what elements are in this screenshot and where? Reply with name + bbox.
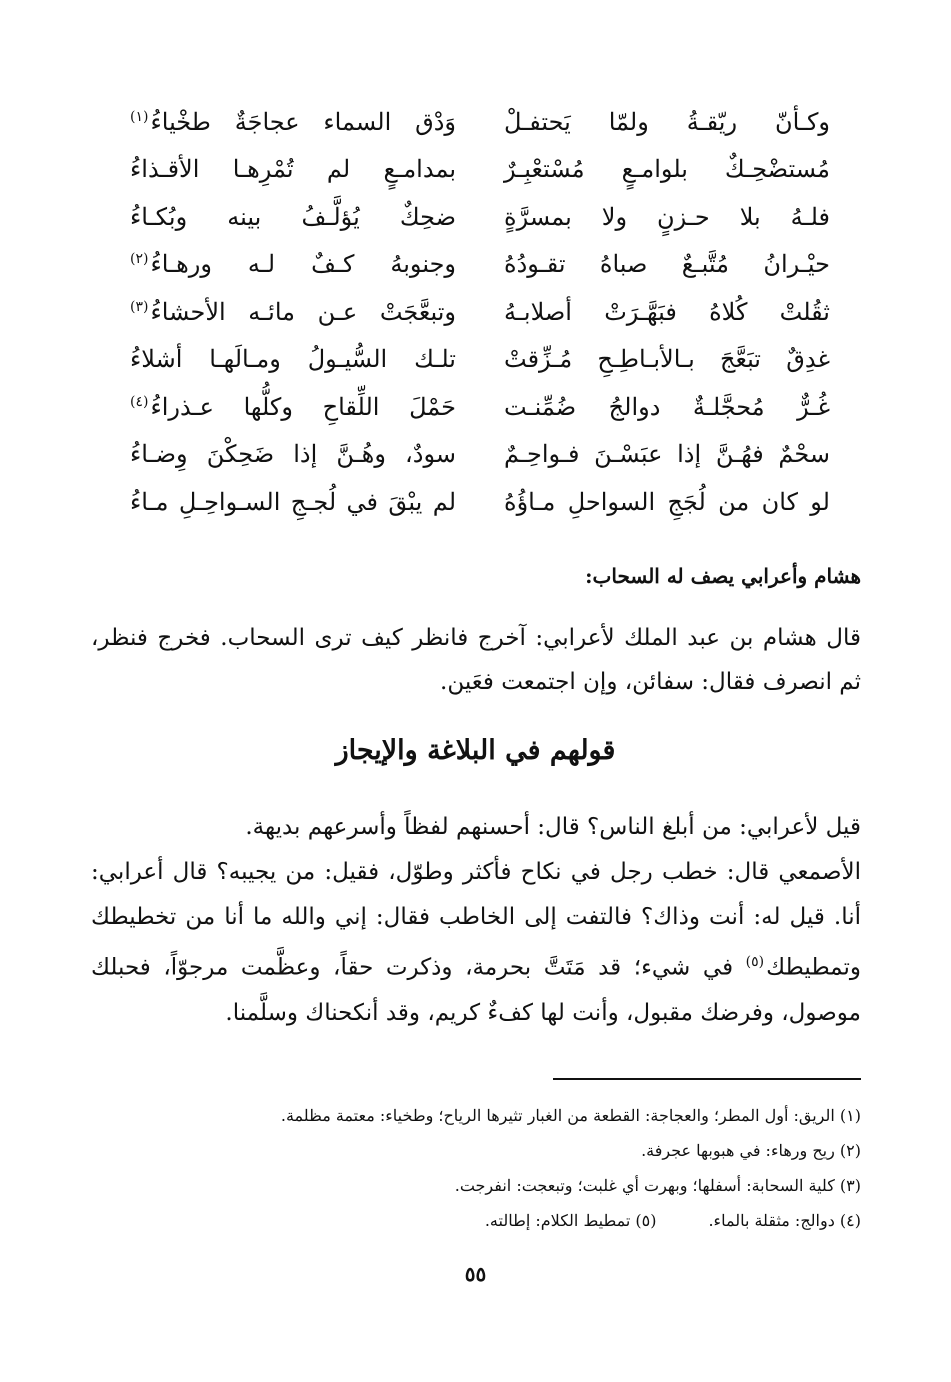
footnote-marker: (٣) [130, 298, 149, 315]
verse-line [130, 336, 830, 384]
footnotes [91, 1098, 861, 1238]
verse-line [130, 288, 830, 336]
page-number: ٥٥ [464, 1262, 487, 1286]
verse-text: ضحِكٌ يُؤلَّـفُ بينه وبُكـاءُ [130, 202, 456, 231]
paragraph [91, 850, 861, 1036]
poem-verses [130, 98, 830, 526]
verse-second-hemistich [130, 488, 456, 516]
paragraph: قيل لأعرابي: من أبلغ الناس؟ قال: أحسنهم لفظاً وأسرعهم بديهة. [245, 814, 861, 840]
verse-second-hemistich [130, 203, 456, 231]
verse-second-hemistich [130, 250, 456, 278]
verse-line [130, 431, 830, 479]
footnote-marker: (١) [130, 108, 149, 125]
verse-line [130, 146, 830, 194]
verse-second-hemistich [130, 393, 456, 421]
verse-text: وَدْق السماء عجاجَةٌ طخْياءُ [150, 107, 456, 136]
footnote: (٥) تمطيط الكلام: إطالته. [484, 1211, 657, 1230]
verse-second-hemistich [130, 108, 456, 136]
verse-text: تلـك السُّيـولُ ومـالَهـا أشلاءُ [130, 345, 456, 374]
verse-first-hemistich: فلـهُ بلا حـزنٍ ولا بمسرَّةٍ [504, 202, 830, 231]
footnote: (٣) كلية السحابة: أسفلها؛ وبهرت أي غلبت؛ وتبعجت: انفرجت. [454, 1176, 861, 1195]
verse-text: وجنوبهُ كـفٌ لـه ورهـاءُ [150, 250, 456, 279]
verse-text: لم يبْقَ في لُجـجِ السـواحِـلِ مـاءُ [130, 487, 456, 516]
verse-line [130, 193, 830, 241]
section-paragraph: قال هشام بن عبد الملك لأعرابي: آخرج فانظر كيف ترى السحاب. فخرج فنظر، ثم انصرف فقال: سفائن، وإن اجتمعت فعَين. [91, 625, 861, 695]
footnote-marker: (٥) [745, 954, 765, 970]
verse-first-hemistich: وكـأنّ ريّقـةُ ولمّا يَحتفـلْ [504, 107, 830, 136]
footnote: (١) الريق: أول المطر؛ والعجاجة: القطعة من الغبار تثيرها الرياح؛ وطخياء: معتمة مظلمة. [280, 1106, 861, 1125]
footnote-marker: (٤) [130, 393, 149, 410]
chapter-body [91, 805, 861, 1036]
verse-text: سودٌ، وهُـنَّ إذا ضَحِكْنَ وِضـاءُ [130, 440, 456, 469]
verse-first-hemistich: لو كان من لُجَجِ السواحلِ مـاؤُهُ [504, 487, 830, 516]
verse-text: بمدامـعٍ لم تُمْرِهـا الأقـذاءُ [130, 155, 456, 184]
footnote: (٢) ريح ورهاء: في هبوبها عجرفة. [641, 1141, 861, 1160]
verse-first-hemistich: ثقُلتْ كُلاهُ فبَهَّـرَتْ أصلابـهُ [504, 297, 830, 326]
footnote: (٤) دوالج: مثقلة بالماء. [708, 1211, 861, 1230]
verse-text: وتبعَّجَتْ عـن مائـه الأحشاءُ [150, 297, 456, 326]
footnote-row [91, 1203, 861, 1238]
verse-second-hemistich [130, 298, 456, 326]
paragraph-text: في شيء؛ قد مَتَتَّ بحرمة، وذكرت حقاً، وعظَّمت مرجوّاً، فحبلك موصول، وفرضك مقبول، وأنت لها كفءٌ كريم، وقد أنكحناك وسلَّمنا. [91, 954, 861, 1026]
paragraph-text: الأصمعي قال: خطب رجل في نكاح فأكثر وطوّل، فقيل: من يجيبه؟ قال أعرابي: أنا. قيل له: أنت وذاك؟ فالتفت إلى الخاطب فقال: إني والله ما أنا من تخطيطك وتمطيطك [91, 859, 861, 981]
verse-second-hemistich [130, 345, 456, 373]
verse-first-hemistich: غُـرٌّ مُحجَّلـةٌ دوالجُ ضُمِّنـت [504, 392, 830, 421]
section-heading: هشام وأعرابي يصف له السحاب: [585, 564, 861, 588]
verse-line [130, 241, 830, 289]
verse-text: حَمْلَ اللِّقاحِ وكلُّها عـذراءُ [150, 392, 456, 421]
footnote-marker: (٢) [130, 251, 149, 268]
verse-line [130, 383, 830, 431]
verse-first-hemistich: مُستضْحِـكٌ بلوامـعٍ مُسْتعْبِـرٌ [504, 155, 830, 184]
verse-first-hemistich: سحْمٌ فهُـنَّ إذا عبَسْـنَ فـواحِـمٌ [504, 440, 830, 469]
verse-first-hemistich: غدِقٌ تبَعَّجَ بـالأبـاطِـحِ مُـزِّقتْ [504, 345, 830, 374]
footnote-gap [656, 1203, 708, 1238]
verse-line [130, 98, 830, 146]
footnote-divider [553, 1078, 861, 1080]
chapter-title: قولهم في البلاغة والإيجاز [335, 735, 616, 766]
verse-second-hemistich [130, 440, 456, 468]
verse-line [130, 478, 830, 526]
verse-second-hemistich [130, 155, 456, 183]
verse-first-hemistich: حيْـرانُ مُتَّبـعٌ صباهُ تقـودُهُ [504, 250, 830, 279]
